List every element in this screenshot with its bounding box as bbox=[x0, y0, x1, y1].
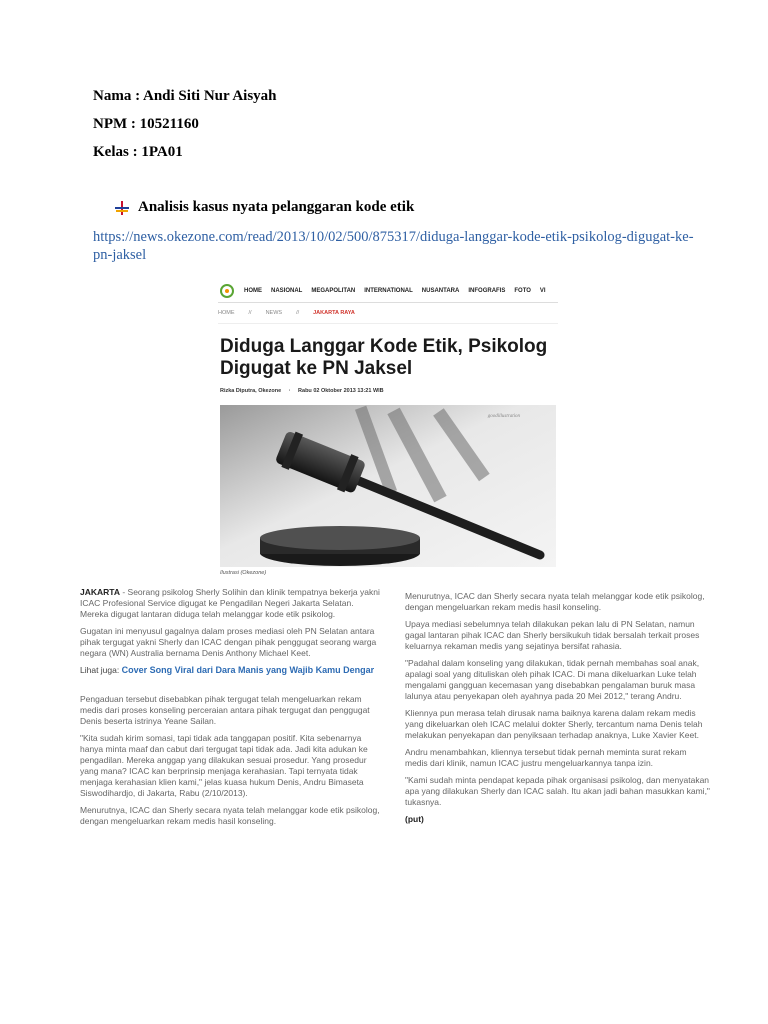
paragraph: Pengaduan tersebut disebabkan pihak tergugat telah mengeluarkan rekam medis dari proses konseling perceraian antara pihak tergugat dan penggugat Denis beserta istrinya Yeane Sailan. bbox=[80, 694, 370, 726]
breadcrumb-item[interactable]: NEWS bbox=[265, 310, 283, 316]
nav-item[interactable]: NASIONAL bbox=[271, 288, 303, 294]
lead-text: - Seorang psikolog Sherly Solihin dan klinik tempatnya bekerja yakni ICAC Profesional Service digugat ke Pengadilan Negeri Jakarta Selatan. Mereka digugat lantaran diduga telah melanggar kode etik psikolog. bbox=[80, 587, 380, 619]
see-also bbox=[80, 665, 380, 676]
paragraph: Kliennya pun merasa telah dirusak nama baiknya karena dalam rekam medis yang dikeluarkan oleh ICAC melalui dokter Sherly, tercantum nama Denis telah melakukan penyekapan dan penyiksaan terhadap anaknya, Luke Xavier Keet. bbox=[405, 708, 703, 740]
photo-watermark: goodillustration bbox=[487, 414, 520, 419]
article-right-column bbox=[405, 591, 710, 831]
paragraph bbox=[80, 587, 380, 620]
publish-date: Rabu 02 Oktober 2013 13:21 WIB bbox=[298, 388, 384, 394]
source-link[interactable]: https://news.okezone.com/read/2013/10/02/500/875317/diduga-langgar-kode-etik-psikolog-digugat-ke-pn-jaksel bbox=[93, 229, 694, 263]
see-also-label: Lihat juga: bbox=[80, 665, 122, 675]
author-initials: (put) bbox=[405, 814, 424, 824]
paragraph: Menurutnya, ICAC dan Sherly secara nyata telah melanggar kode etik psikolog, dengan mengeluarkan rekam medis hasil konseling. bbox=[80, 805, 380, 826]
breadcrumb-item[interactable]: JAKARTA RAYA bbox=[313, 310, 355, 316]
okezone-logo-icon bbox=[220, 284, 234, 298]
paragraph: Andru menambahkan, kliennya tersebut tidak pernah meminta surat rekam medis dari klinik, namun ICAC justru mengeluarkannya tanpa izin. bbox=[405, 747, 687, 768]
paragraph: "Kami sudah minta pendapat kepada pihak organisasi psikolog, dan menyatakan apa yang dilakukan Sherly dan ICAC salah. Itu akan jadi bahan masukkan kami," tukasnya. bbox=[405, 775, 710, 807]
student-npm: NPM : 10521160 bbox=[93, 116, 199, 132]
paragraph: Upaya mediasi sebelumnya telah dilakukan pekan lalu di PN Selatan, namun gagal lantaran pihak ICAC dan Sherly bersikukuh tidak bersalah terkait proses keluarnya rekaman medis yang sejatinya bersifat rahasia. bbox=[405, 619, 700, 651]
nav-item[interactable]: NUSANTARA bbox=[421, 288, 460, 294]
breadcrumb-sep: // bbox=[248, 310, 252, 316]
photo-caption: Ilustrasi (Okezone) bbox=[220, 570, 267, 576]
section-heading: Analisis kasus nyata pelanggaran kode etik bbox=[138, 199, 415, 215]
nav-item[interactable]: INFOGRAFIS bbox=[468, 288, 506, 294]
article-byline: Rizka Diputra, Okezone · Rabu 02 Oktober 2013 13:21 WIB bbox=[220, 388, 384, 394]
paragraph: "Padahal dalam konseling yang dilakukan, tidak pernah membahas soal anak, apalagi soal yang dituliskan oleh pihak ICAC. Di mana dikeluarkan Luke telah mengalami gangguan kecemasan yang disebabkan pengalaman buruk masa lalunya atau penyekapan oleh ayahnya pada 20 Mei 2012," terang Andru. bbox=[405, 658, 700, 701]
student-name: Nama : Andi Siti Nur Aisyah bbox=[93, 88, 277, 104]
site-nav bbox=[218, 280, 558, 303]
nav-item[interactable]: HOME bbox=[244, 288, 262, 294]
breadcrumb-item[interactable]: HOME bbox=[218, 310, 235, 316]
gavel-photo bbox=[220, 405, 556, 567]
article-title: Diduga Langgar Kode Etik, Psikolog Digugat ke PN Jaksel bbox=[220, 336, 548, 379]
nav-item[interactable]: INTERNATIONAL bbox=[364, 288, 413, 294]
breadcrumb bbox=[218, 303, 558, 324]
breadcrumb-sep: // bbox=[296, 310, 300, 316]
see-also-link[interactable]: Cover Song Viral dari Dara Manis yang Wajib Kamu Dengar bbox=[121, 665, 375, 675]
bullet-icon bbox=[115, 201, 129, 215]
author: Rizka Diputra, Okezone bbox=[220, 388, 282, 394]
heading-row bbox=[115, 199, 414, 216]
nav-item[interactable]: VI bbox=[539, 288, 546, 294]
student-kelas: Kelas : 1PA01 bbox=[93, 144, 183, 160]
nav-item[interactable]: MEGAPOLITAN bbox=[311, 288, 356, 294]
paragraph: Menurutnya, ICAC dan Sherly secara nyata telah melanggar kode etik psikolog, dengan mengeluarkan rekam medis hasil konseling. bbox=[405, 591, 705, 612]
nav-item[interactable]: FOTO bbox=[514, 288, 531, 294]
article-left-column bbox=[80, 587, 380, 833]
paragraph: Gugatan ini menyusul gagalnya dalam proses mediasi oleh PN Selatan antara pihak tergugat yakni Sherly dan ICAC dengan pihak penggugat seorang warga negara (WN) Australia bernama Denis Anthony Michael Keet. bbox=[80, 626, 377, 658]
dateline: JAKARTA bbox=[80, 587, 120, 597]
paragraph: "Kita sudah kirim somasi, tapi tidak ada tanggapan positif. Kita sebenarnya hanya minta maaf dan cabut dari tergugat tapi tidak ada. Jadi kita adukan ke pengadilan. Mereka anggap yang dilakukan sesuai prosedur. Yang prosedur yang mana? ICAC kan berprinsip menjaga kerahasian. Tapi ternyata tidak menjaga kerahasian klien kami," jelas kuasa hukum Denis, Andru Bimaseta Siswodihardjo, di Jakarta, Rabu (2/10/2013). bbox=[80, 733, 368, 798]
